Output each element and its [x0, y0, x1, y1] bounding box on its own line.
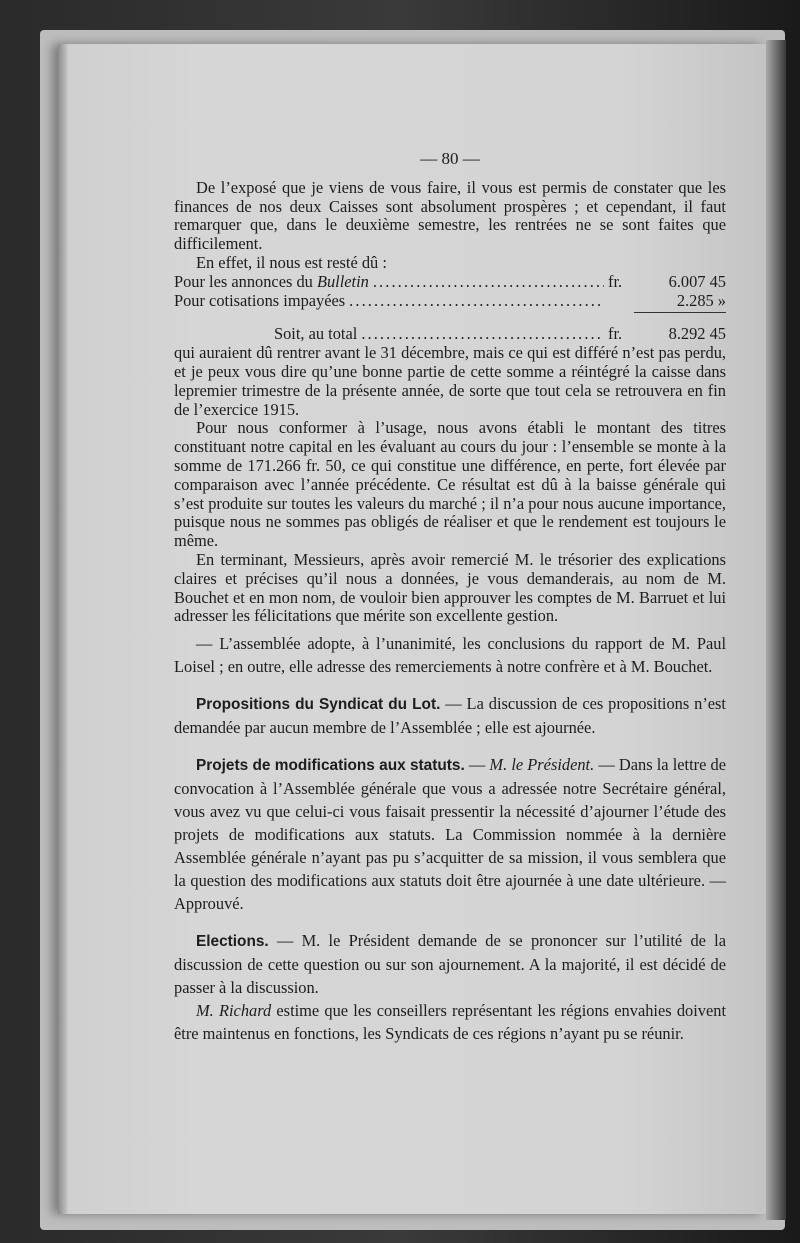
paragraph-terminant: En terminant, Messieurs, après avoir remercié M. le trésorier des explications claires et précises qu’il nous a données, je vous demanderais, au nom de M. Bouchet et en mon nom, de vouloir bien approuver les comptes de M. Barruet et lui adresser les félicitations que mérite son excellente gestion.	[174, 549, 726, 626]
page-content	[174, 150, 726, 1045]
total-rule	[634, 312, 726, 313]
section-heading: Elections.	[196, 933, 269, 951]
section-elections	[174, 929, 726, 1045]
section-heading: Projets de modifications aux statuts.	[196, 757, 465, 775]
paragraph-decembre: qui auraient dû rentrer avant le 31 décembre, mais ce qui est différé n’est pas perdu, et je peux vous dire qu’une bonne partie de cette somme a réintégré la caisse dans lepremier trimestre de la présente année, de sorte que tout cela se retrouvera en fin de l’exercice 1915.	[174, 343, 726, 419]
page-edge	[766, 40, 786, 1220]
speaker-name: M. Richard	[196, 1001, 272, 1021]
ledger-total	[174, 325, 726, 344]
ledger-row-annonces	[174, 273, 726, 292]
ledger-amount: 2.285 »	[676, 290, 726, 310]
total-currency: fr.	[608, 324, 623, 344]
paragraph-finances: De l’exposé que je viens de vous faire, il vous est permis de constater que les finances de nos deux Caisses sont absolument prospères ; et cependant, il faut remarquer que, dans le deuxième semestre, les rentrées ne se sont faites que difficilement.	[174, 177, 726, 254]
leader-dots	[349, 292, 604, 311]
section-text: — Dans la lettre de convocation à l’Assemblée générale que vous a adressée notre Secrétaire général, vous avez vu que celui-ci vous faisait pressentir la nécessité d’ajourner l’étude des projets de modifications aux statuts. La Commission nommée à la dernière Assemblée générale n’ayant pas pu s’acquitter de sa mission, il vous semblera que la question des modifications aux statuts doit être ajournée à une date ultérieure. — Approuvé.	[174, 755, 726, 914]
section-heading: Propositions du Syndicat du Lot.	[196, 696, 441, 714]
section-projets: Projets de modifications aux statuts. — M. le Président. — Dans la lettre de convocation à l’Assemblée générale que vous a adressée notre Secrétaire général, vous avez vu que celui-ci vous faisait pressentir la nécessité d’ajourner l’étude des projets de modifications aux statuts. La Commission nommée à la dernière Assemblée générale n’ayant pas pu s’acquitter de sa mission, il vous semblera que la question des modifications aux statuts doit être ajournée à une date ultérieure. — Approuvé.	[174, 755, 726, 914]
speaker-name: M. le Président.	[489, 755, 595, 775]
ledger-currency: fr.	[608, 271, 623, 291]
leader-dots	[373, 273, 604, 292]
section-text: — M. le Président demande de se prononcer sur l’utilité de la discussion de cette question ou sur son ajournement. A la majorité, il est décidé de passer à la discussion.	[174, 931, 726, 998]
section-text: — La discussion de ces propositions n’est demandée par aucun membre de l’Assemblée ; elle est ajournée.	[174, 694, 726, 738]
ledger-amount: 6.007 45	[668, 271, 726, 291]
paragraph-capital: Pour nous conformer à l’usage, nous avons établi le montant des titres constituant notre capital en les évaluant au cours du jour : l’ensemble se monte à la somme de 171.266 fr. 50, ce qui constitue une différence, en perte, fort élevée par comparaison avec l’année précédente. Ce résultat est dû à la baisse générale qui s’est produite sur toutes les valeurs du marché ; il n’a pour nous aucune importance, puisque nous ne sommes pas obligés de réaliser et que le rendement est toujours le même.	[174, 418, 726, 551]
ledger-label: Pour les annonces du Bulletin	[174, 271, 369, 291]
total-label: Soit, au total	[274, 324, 358, 344]
section-propositions	[174, 692, 726, 739]
ledger-row-cotisations	[174, 292, 726, 311]
ledger-label: Pour cotisations impayées	[174, 290, 346, 310]
leader-dots	[361, 325, 604, 344]
paragraph-reste-du: En effet, il nous est resté dû :	[196, 252, 387, 272]
page-gutter	[58, 44, 68, 1214]
total-amount: 8.292 45	[668, 324, 726, 344]
page-number: — 80 —	[420, 149, 480, 168]
paragraph-assemblee-adopte: — L’assemblée adopte, à l’unanimité, les conclusions du rapport de M. Paul Loisel ; en outre, elle adresse des remerciements à notre confrère et à M. Bouchet.	[174, 634, 726, 677]
section-text: estime que les conseillers représentant les régions envahies doivent être maintenus en fonctions, les Syndicats de ces régions n’ayant pu se réunir.	[174, 1001, 727, 1044]
